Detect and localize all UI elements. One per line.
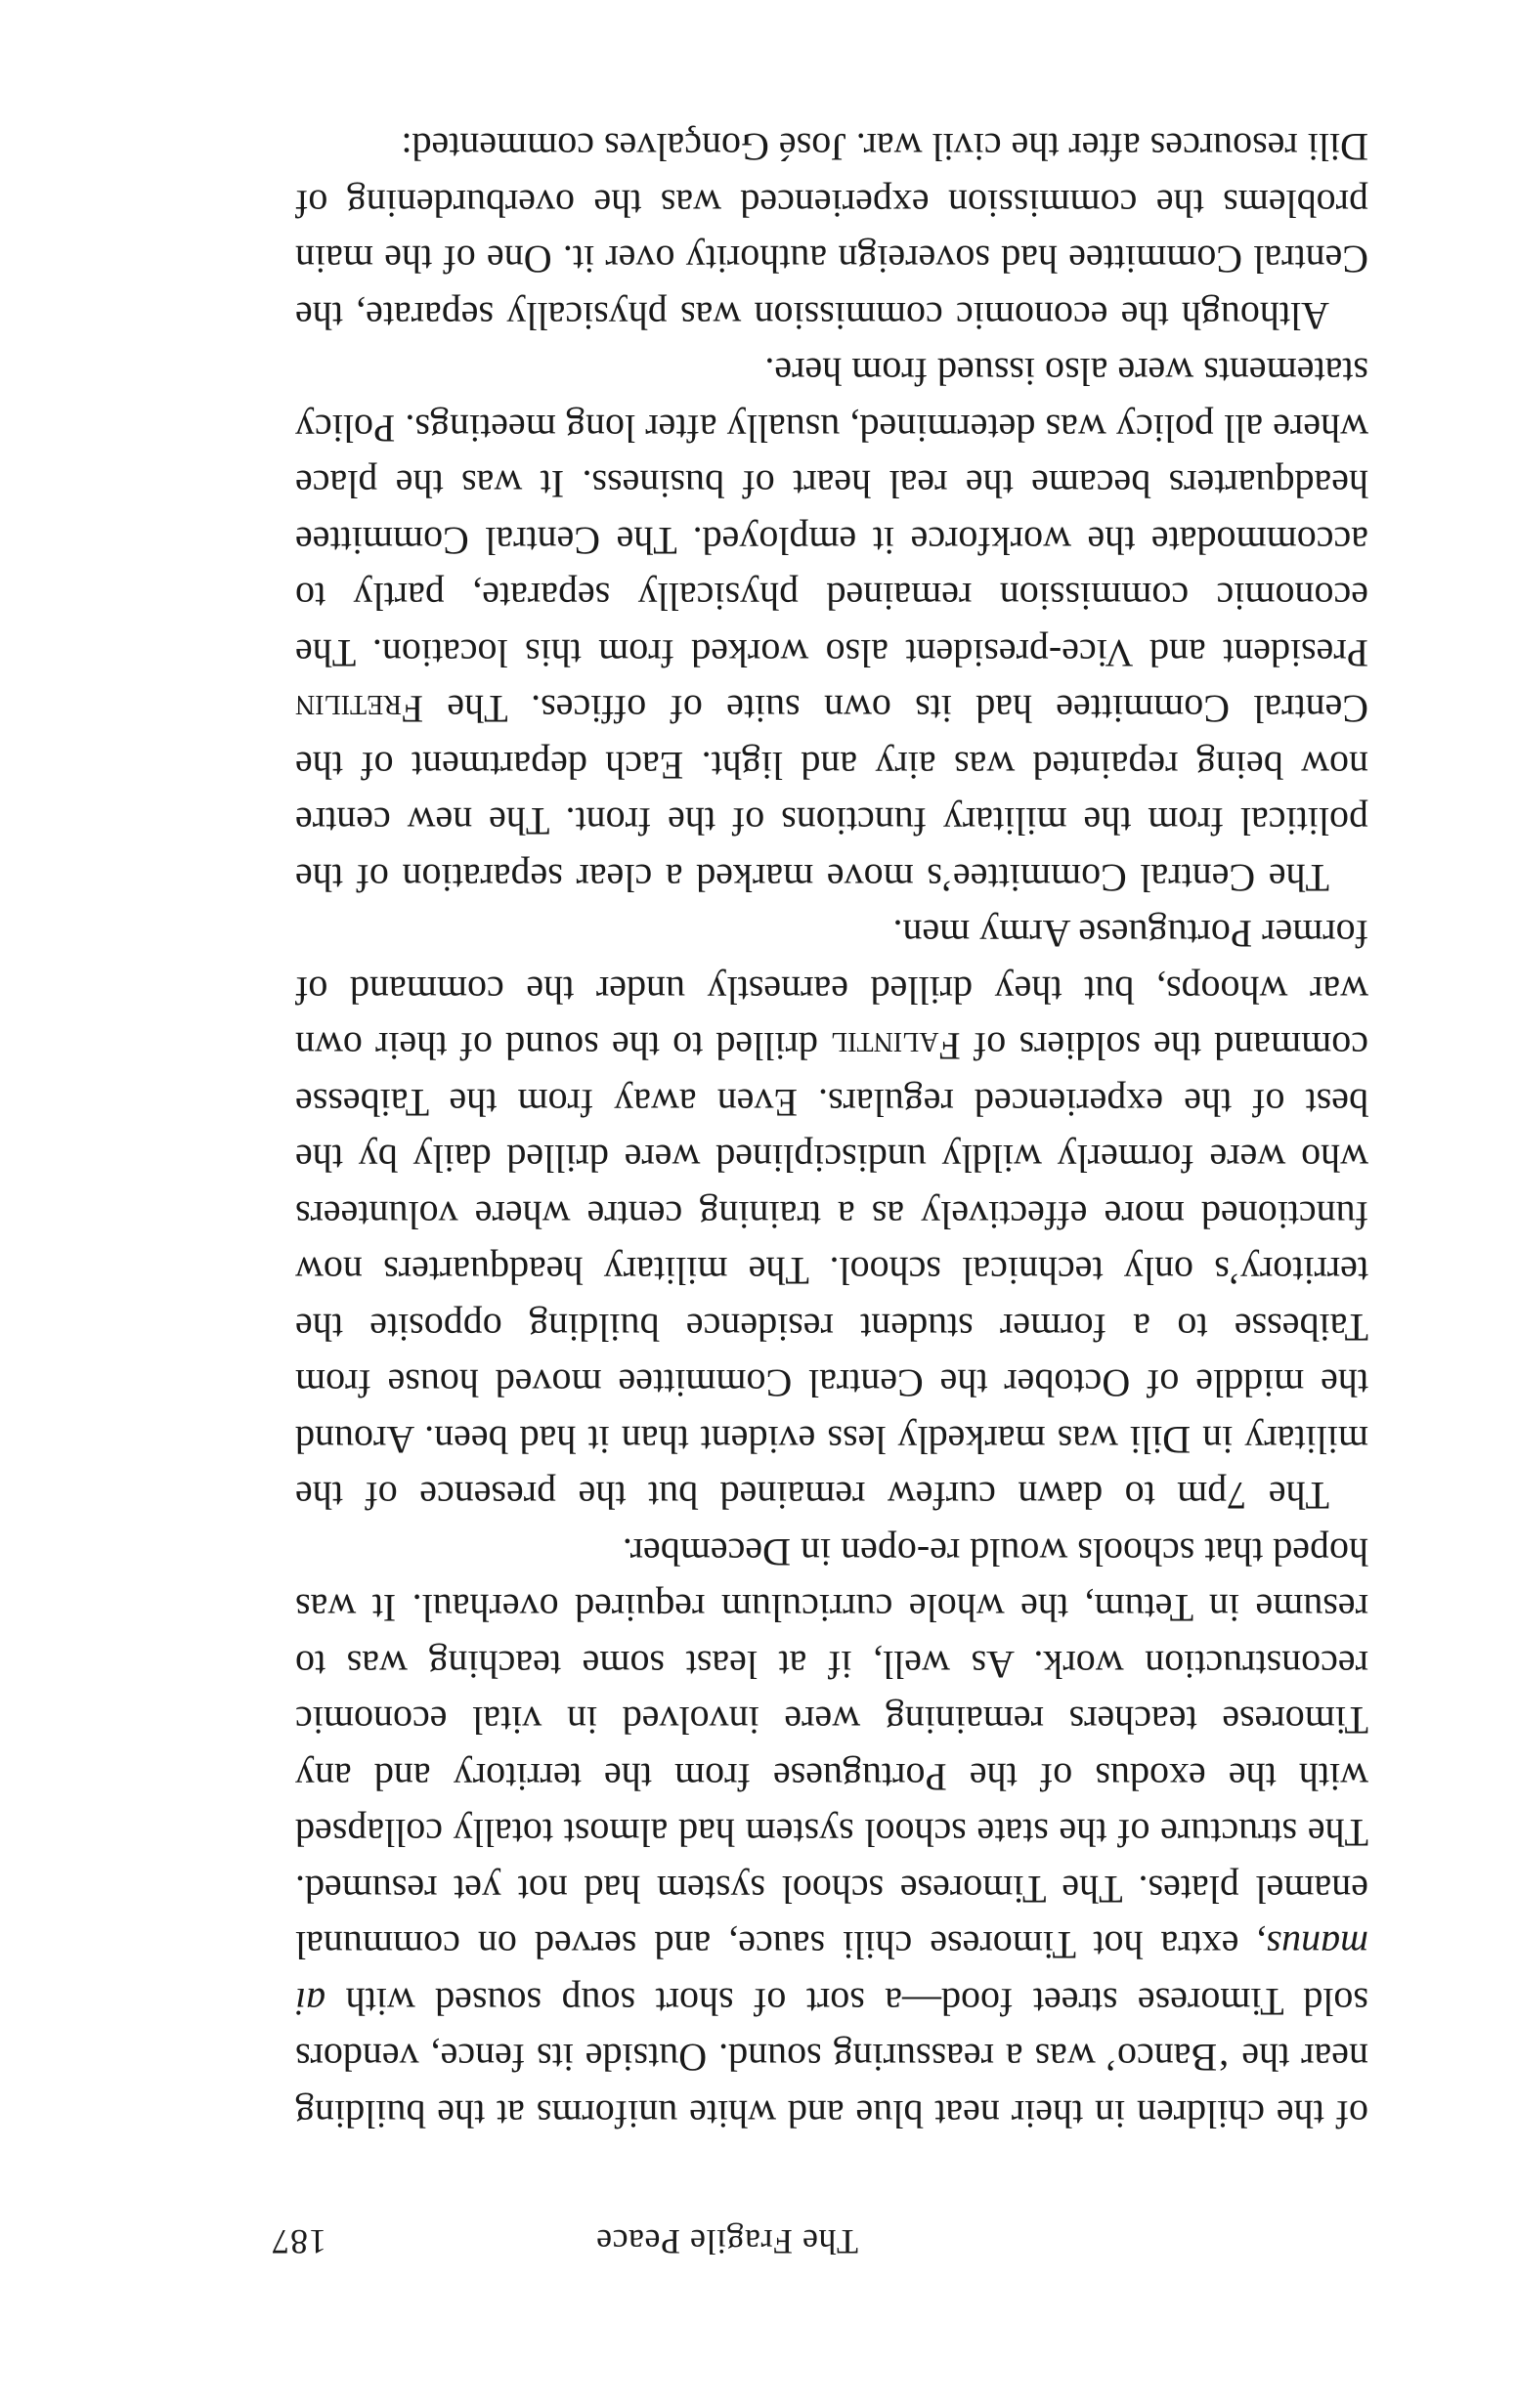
running-title: The Fragile Peace: [595, 2222, 858, 2261]
paragraph: [295, 119, 1368, 344]
text-segment: , extra hot Timorese chili sauce, and served on communal enamel plates. The Timorese school system had not yet resumed. The structure of the state school system had almost totally collapsed with the exodus of the Portuguese from the territory and any Timorese teachers remaining were involved in vital economic reconstruction work. As well, if at least some teaching was to resume in Tetum, the whole curriculum required overhaul. It was hoped that schools would re-open in December.: [295, 1530, 1368, 1968]
text-segment: drilled to the sound of their own war whoops, but they drilled earnestly under the command of former Portuguese Army men.: [294, 912, 1368, 1069]
smallcaps-term: Fretilin: [295, 687, 424, 732]
text-segment: President and Vice-president also worked from this location. The economic commission remained physically separate, partly to accommodate the workforce it employed. The Central Committee headquarters became the real heart of business. It was the place where all policy was determined, usually after long meetings. Policy statements were also issued from here.: [295, 350, 1368, 675]
italic-term: ai manus: [295, 1923, 1368, 2024]
text-segment: The Central Committee’s move marked a clear separation of the political from the military functions of the front. The new centre now being repainted was airy and light. Each department of the Central Committee had its own suite of offices. The: [295, 687, 1368, 900]
body-text: [295, 119, 1368, 2142]
smallcaps-term: Falintil: [831, 1024, 961, 1069]
text-segment: The 7pm to dawn curfew remained but the presence of the military in Dili was markedly less evident than it had been. Around the middle of October the Central Committee moved house from Taibesse to a former student residence building opposite the territory’s only technical school. The military headquarters now functioned more effectively as a training centre where volunteers who were formerly wildly undisciplined were drilled daily by the best of the experienced regulars. Even away from the Taibesse command the soldiers of: [295, 1024, 1368, 1519]
paragraph: [295, 906, 1368, 1525]
paragraph: [295, 1525, 1368, 2143]
text-segment: of the children in their neat blue and white uniforms at the building near the ‘Banco’ was a reassuring sound. Outside its fence, vendors sold Timorese street food—a sort of short soup soused with: [295, 1980, 1368, 2136]
paragraph: [295, 344, 1368, 906]
text-segment: Although the economic commission was physically separate, the Central Committee had sovereign authority over it. One of the main problems the commission experienced was the overburdening of Dili resources after the civil war. José Gonçalves commented:: [295, 125, 1368, 338]
page-number: 187: [271, 2222, 326, 2261]
running-head: [0, 2217, 1517, 2266]
